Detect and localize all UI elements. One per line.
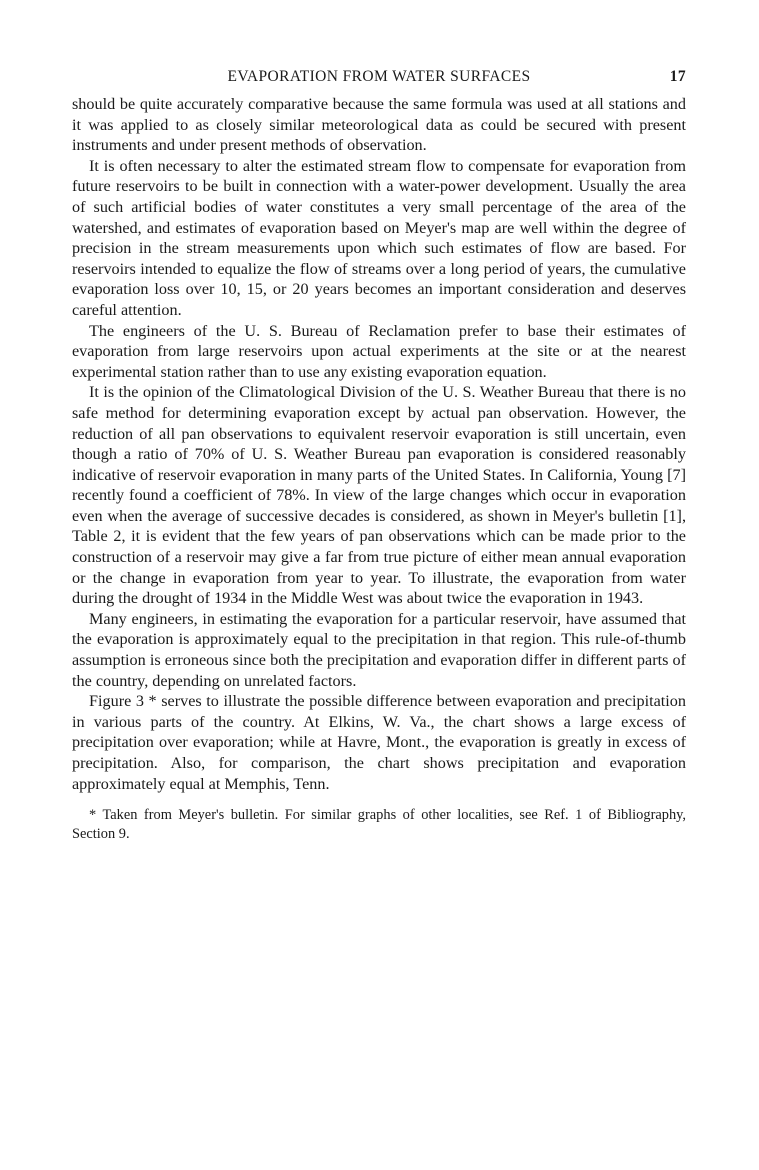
page [72,66,686,843]
body-text [72,94,686,794]
paragraph: It is the opinion of the Climatological Division of the U. S. Weather Bureau that there is no safe method for determining evaporation except by actual pan observation. However, the reduction of all pan observations to equivalent reservoir evaporation is still uncertain, even though a ratio of 70% of U. S. Weather Bureau pan evaporation is considered reasonably indicative of reservoir evaporation in many parts of the United States. In California, Young [7] recently found a coefficient of 78%. In view of the large changes which occur in evaporation even when the average of successive decades is considered, as shown in Meyer's bulletin [1], Table 2, it is evident that the few years of pan observations which can be made prior to the construction of a reservoir may give a far from true picture of either mean annual evaporation or the change in evaporation from year to year. To illustrate, the evaporation from water during the drought of 1934 in the Middle West was about twice the evaporation in 1943. [72,383,686,608]
page-number: 17 [669,68,686,85]
running-head [72,66,686,88]
paragraph: The engineers of the U. S. Bureau of Reclamation prefer to base their estimates of evaporation from large reservoirs upon actual experiments at the site or at the nearest experimental station rather than to use any existing evaporation equation. [72,321,686,381]
paragraph: It is often necessary to alter the estimated stream flow to compensate for evaporation from future reservoirs to be built in connection with a water-power development. Usually the area of such artificial bodies of water constitutes a very small percentage of the area of the watershed, and estimates of evaporation based on Meyer's map are well within the degree of precision in the stream measurements upon which such estimates of flow are based. For reservoirs intended to equalize the flow of streams over a long period of years, the cumulative evaporation loss over 10, 15, or 20 years becomes an important consideration and deserves careful attention. [72,156,686,319]
paragraph: Figure 3 * serves to illustrate the possible difference between evaporation and precipitation in various parts of the country. At Elkins, W. Va., the chart shows a large excess of precipitation over evaporation; while at Havre, Mont., the evaporation is greatly in excess of precipitation. Also, for comparison, the chart shows precipitation and evaporation approximately equal at Memphis, Tenn. [72,692,686,793]
footnote [72,806,686,843]
footnote-text: * Taken from Meyer's bulletin. For similar graphs of other localities, see Ref. 1 of Bibliography, Section 9. [72,807,686,842]
paragraph: should be quite accurately comparative because the same formula was used at all stations and it was applied to as closely similar meteorological data as could be secured with present instruments and under present methods of observation. [72,95,686,155]
running-title: EVAPORATION FROM WATER SURFACES [227,68,531,85]
paragraph: Many engineers, in estimating the evaporation for a particular reservoir, have assumed that the evaporation is approximately equal to the precipitation in that region. This rule-of-thumb assumption is erroneous since both the precipitation and evaporation differ in different parts of the country, depending on unrelated factors. [72,609,686,690]
